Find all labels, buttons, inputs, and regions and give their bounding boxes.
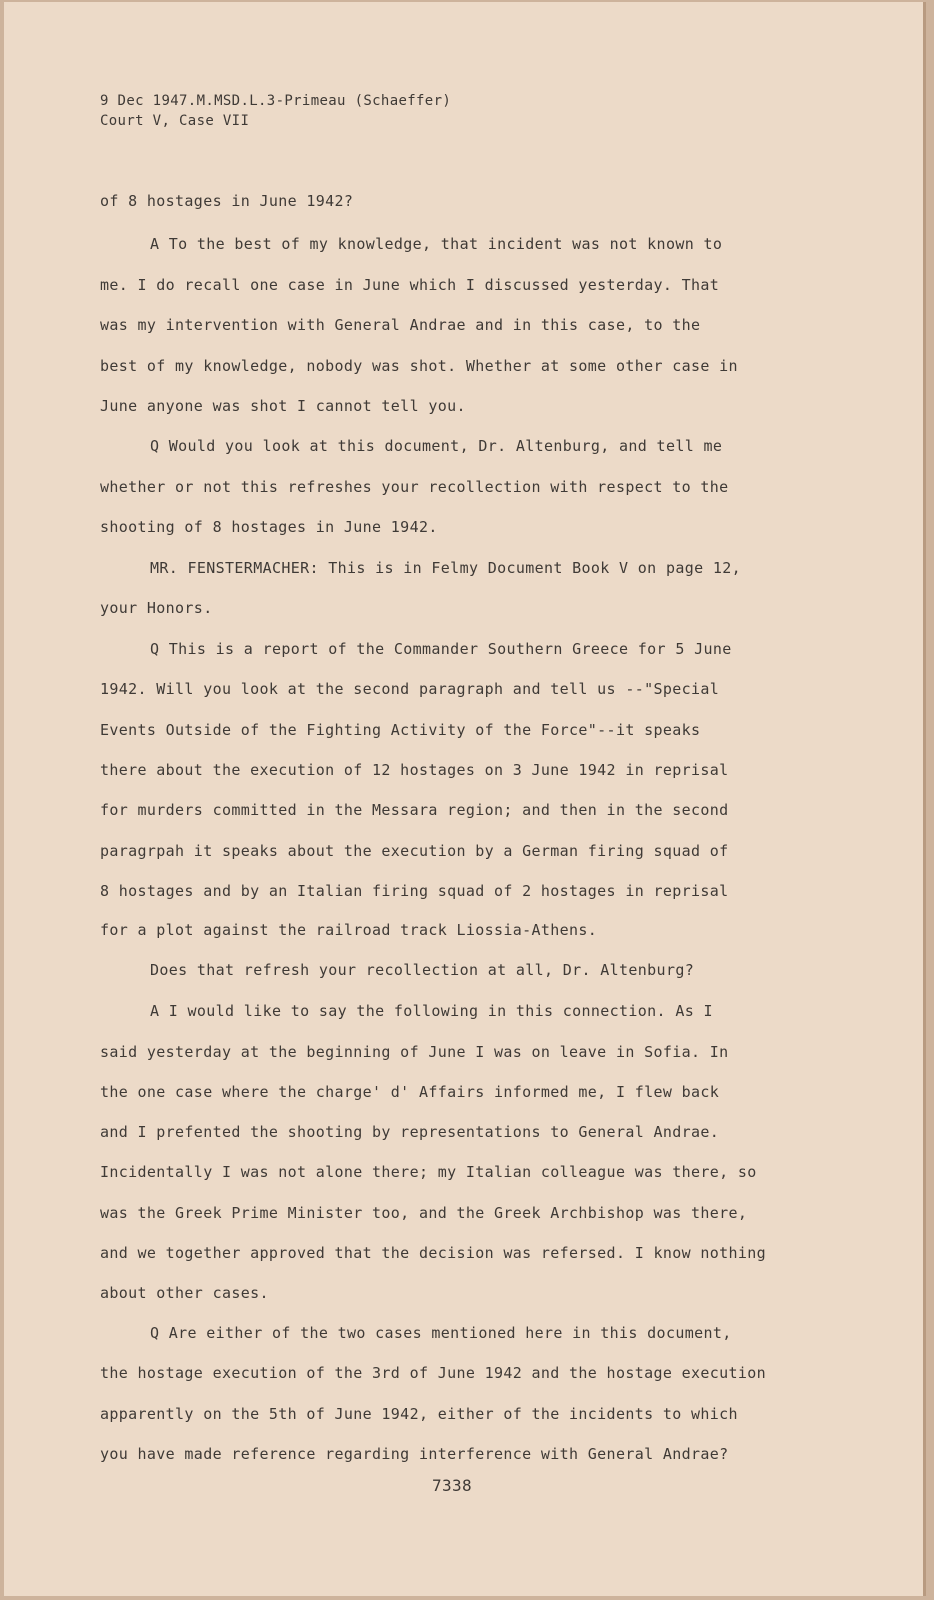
body-line: the hostage execution of the 3rd of June 1942 and the hostage execution <box>100 1364 767 1382</box>
body-line: shooting of 8 hostages in June 1942. <box>100 518 438 536</box>
body-line: Events Outside of the Fighting Activity of the Force"--it speaks <box>100 721 701 739</box>
body-line: was my intervention with General Andrae and in this case, to the <box>100 316 701 334</box>
body-line: there about the execution of 12 hostages on 3 June 1942 in reprisal <box>100 761 729 779</box>
body-line: you have made reference regarding interference with General Andrae? <box>100 1445 729 1463</box>
body-line: 8 hostages and by an Italian firing squad of 2 hostages in reprisal <box>100 882 729 900</box>
body-line: and we together approved that the decision was refersed. I know nothing <box>100 1244 767 1262</box>
body-line: of 8 hostages in June 1942? <box>100 192 354 210</box>
body-line: me. I do recall one case in June which I discussed yesterday. That <box>100 276 720 294</box>
body-line: for a plot against the railroad track Liossia-Athens. <box>100 921 598 939</box>
body-line: 1942. Will you look at the second paragraph and tell us --"Special <box>100 680 720 698</box>
body-line: Incidentally I was not alone there; my Italian colleague was there, so <box>100 1163 757 1181</box>
body-line: paragrpah it speaks about the execution by a German firing squad of <box>100 842 729 860</box>
body-line: June anyone was shot I cannot tell you. <box>100 397 466 415</box>
body-line: MR. FENSTERMACHER: This is in Felmy Document Book V on page 12, <box>150 559 741 577</box>
header-line-2: Court V, Case VII <box>100 113 250 129</box>
body-line: Does that refresh your recollection at all, Dr. Altenburg? <box>150 961 695 979</box>
body-line: A To the best of my knowledge, that incident was not known to <box>150 235 723 253</box>
body-line: about other cases. <box>100 1284 269 1302</box>
body-line: Q This is a report of the Commander Southern Greece for 5 June <box>150 640 732 658</box>
body-line: Q Are either of the two cases mentioned here in this document, <box>150 1324 732 1342</box>
body-line: said yesterday at the beginning of June I was on leave in Sofia. In <box>100 1043 729 1061</box>
body-line: and I prefented the shooting by representations to General Andrae. <box>100 1123 720 1141</box>
page-number: 7338 <box>432 1476 472 1495</box>
body-line: A I would like to say the following in this connection. As I <box>150 1002 713 1020</box>
body-line: was the Greek Prime Minister too, and the Greek Archbishop was there, <box>100 1204 748 1222</box>
body-line: for murders committed in the Messara region; and then in the second <box>100 801 729 819</box>
document-page <box>4 2 926 1596</box>
body-line: Q Would you look at this document, Dr. Altenburg, and tell me <box>150 437 723 455</box>
header-line-1: 9 Dec 1947.M.MSD.L.3-Primeau (Schaeffer) <box>100 93 452 109</box>
body-line: the one case where the charge' d' Affairs informed me, I flew back <box>100 1083 720 1101</box>
body-line: apparently on the 5th of June 1942, either of the incidents to which <box>100 1405 738 1423</box>
body-line: your Honors. <box>100 599 213 617</box>
body-line: best of my knowledge, nobody was shot. Whether at some other case in <box>100 357 738 375</box>
body-line: whether or not this refreshes your recollection with respect to the <box>100 478 729 496</box>
